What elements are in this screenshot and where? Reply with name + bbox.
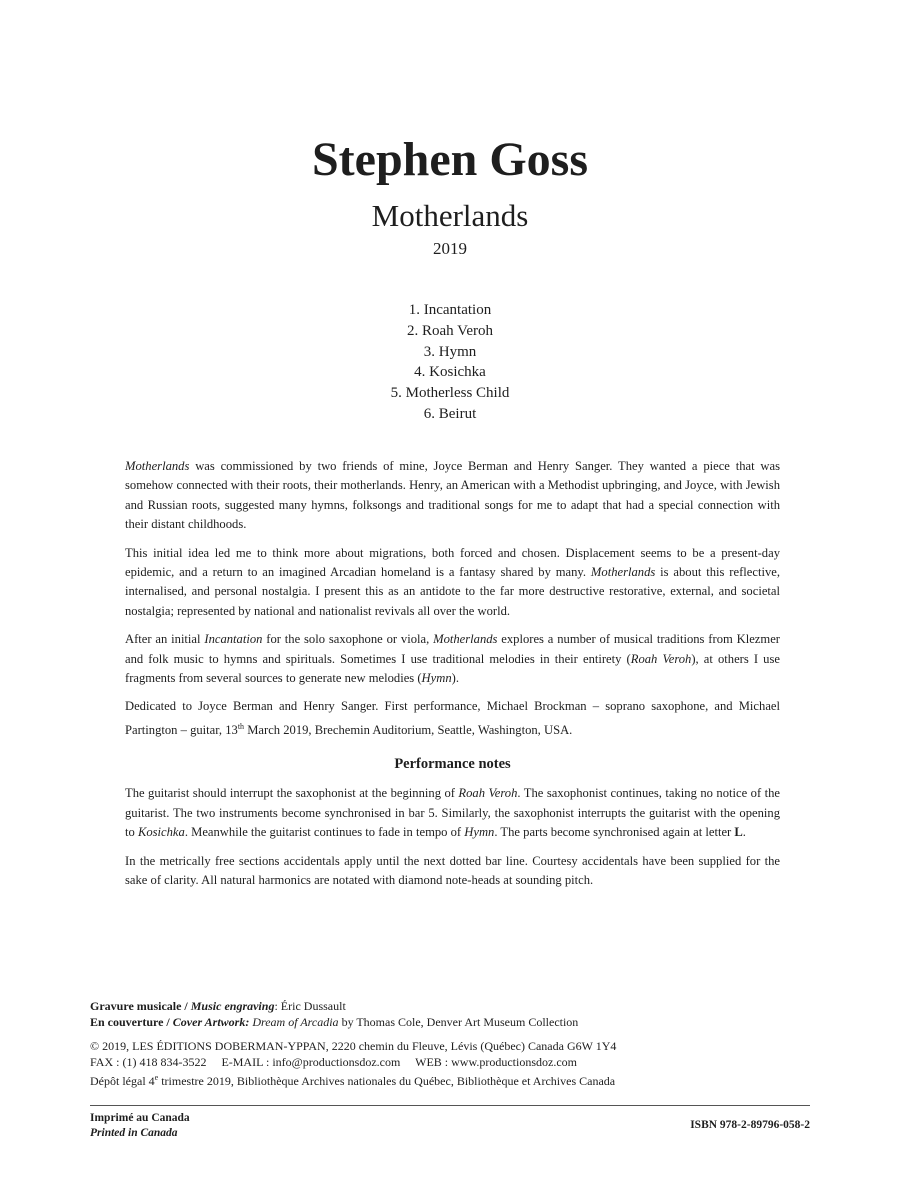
movement-title-inline: Roah Veroh (630, 651, 692, 666)
work-title-inline: Motherlands (433, 632, 498, 647)
paragraph-text: . The saxophonist continues, taking no notice of the guitarist. The two instruments become synchronised in bar 5. Similarly, the saxophonist interrupts the guitarist with the opening to (125, 786, 780, 840)
movement-title-inline: Kosichka (137, 825, 185, 840)
movement-item: 2. Roah Veroh (407, 322, 493, 339)
paragraph-text: . The parts become synchronised again at letter (494, 825, 735, 840)
intro-paragraph-3 (125, 630, 780, 688)
movement-item: 5. Motherless Child (390, 385, 510, 402)
composer-name: Stephen Goss (311, 133, 589, 186)
credit-label-en: Music engraving (190, 999, 275, 1013)
intro-paragraph-2 (125, 544, 780, 622)
paragraph-text: Dedicated to Joyce Berman and Henry Sanger. First performance, Michael Brockman – soprano saxophone, and Michael Partington – guitar, 13 (125, 699, 780, 738)
paragraph-text: ), at others I use fragments from several sources to generate new melodies ( (125, 651, 780, 686)
movement-item: 3. Hymn (423, 343, 477, 360)
paragraph-text: explores a number of musical traditions from Klezmer and folk music to hymns and spirituals. Sometimes I use traditional melodies in their entirety ( (125, 632, 780, 666)
printed-in-en: Printed in Canada (90, 1127, 178, 1139)
work-title-inline: Motherlands (125, 459, 190, 473)
engraving-credit (90, 999, 810, 1015)
paragraph-text: The guitarist should interrupt the saxophonist at the beginning of (125, 786, 459, 801)
work-title-inline: Motherlands (590, 565, 656, 580)
rehearsal-letter: L (734, 825, 743, 840)
performance-notes-heading: Performance notes (394, 756, 511, 773)
paragraph-text: was commissioned by two friends of mine, Joyce Berman and Henry Sanger. They wanted a piece that was somehow connected with their roots, their motherlands. Henry, an American with a Methodist upbringing, and Joyce, with Jewish and Russian roots, suggested many hymns, folksongs and traditional songs for me to adapt that had a special connection with their distant childhoods. (125, 459, 780, 532)
paragraph-text: March 2019, Brechemin Auditorium, Seattle, Washington, USA. (244, 723, 573, 738)
movement-item: 4. Kosichka (414, 364, 486, 381)
paragraph-text: This initial idea led me to think more about migrations, both forced and chosen. Displacement seems to be a present-day epidemic, and a return to an imagined Arcadian homeland is a fantasy shared by many. (125, 545, 780, 580)
paragraph-text: for the solo saxophone or viola, (262, 632, 434, 647)
movement-item: 1. Incantation (408, 302, 492, 318)
credit-value: : Éric Dussault (274, 999, 346, 1013)
movement-title-inline: Hymn (464, 825, 495, 840)
movement-title-inline: Roah Veroh (458, 786, 518, 801)
paragraph-text: . Meanwhile the guitarist continues to fade in tempo of (184, 825, 465, 840)
legal-deposit-line (90, 1070, 810, 1090)
credit-label: En couverture / (90, 1014, 173, 1029)
movement-item: 6. Beirut (423, 405, 477, 422)
copyright-line: © 2019, LES ÉDITIONS DOBERMAN-YPPAN, 2220 chemin du Fleuve, Lévis (Québec) Canada G6W 1Y4 (90, 1039, 617, 1053)
isbn-number: ISBN 978-2-89796-058-2 (690, 1119, 810, 1131)
movement-list (0, 300, 900, 425)
legal-text: Dépôt légal 4 (90, 1074, 155, 1088)
contact-line: FAX : (1) 418 834-3522 E-MAIL : info@productionsdoz.com WEB : www.productionsdoz.com (90, 1054, 577, 1069)
printed-in (90, 1111, 190, 1141)
credit-label-en: Cover Artwork: (172, 1014, 250, 1029)
legal-text: trimestre 2019, Bibliothèque Archives nationales du Québec, Bibliothèque et Archives Canada (158, 1074, 616, 1088)
dedication-paragraph (125, 697, 780, 740)
printed-in-fr: Imprimé au Canada (90, 1112, 190, 1124)
artwork-title: Dream of Arcadia (252, 1014, 339, 1029)
performance-paragraph-2: In the metrically free sections accidentals apply until the next dotted bar line. Courtesy accidentals have been supplied for the sake of clarity. All natural harmonics are notated with diamond note-heads at sounding pitch. (125, 853, 780, 888)
movement-title-inline: Incantation (204, 632, 263, 647)
paragraph-text: ). (451, 671, 459, 686)
paragraph-text: . (742, 825, 746, 840)
movement-title-inline: Hymn (421, 671, 452, 686)
composition-year: 2019 (433, 239, 467, 258)
ordinal-suffix: th (237, 721, 245, 731)
intro-paragraph-1 (125, 457, 780, 535)
paragraph-text: After an initial (125, 632, 205, 647)
ordinal-suffix: e (154, 1073, 159, 1082)
footer-divider (90, 1105, 810, 1106)
performance-paragraph-1 (125, 784, 780, 842)
credit-label: Gravure musicale / (90, 999, 191, 1013)
publication-credits (90, 999, 810, 1090)
paragraph-text: is about this reflective, internalised, and personal nostalgia. I present this as an antidote to the far more destructive restorative, external, and societal nostalgia; represented by national and nationalist revivals all over the world. (125, 565, 781, 618)
cover-credit (90, 1015, 810, 1031)
credit-value: by Thomas Cole, Denver Art Museum Collection (338, 1014, 579, 1029)
program-notes (125, 457, 780, 891)
work-title: Motherlands (371, 198, 529, 233)
